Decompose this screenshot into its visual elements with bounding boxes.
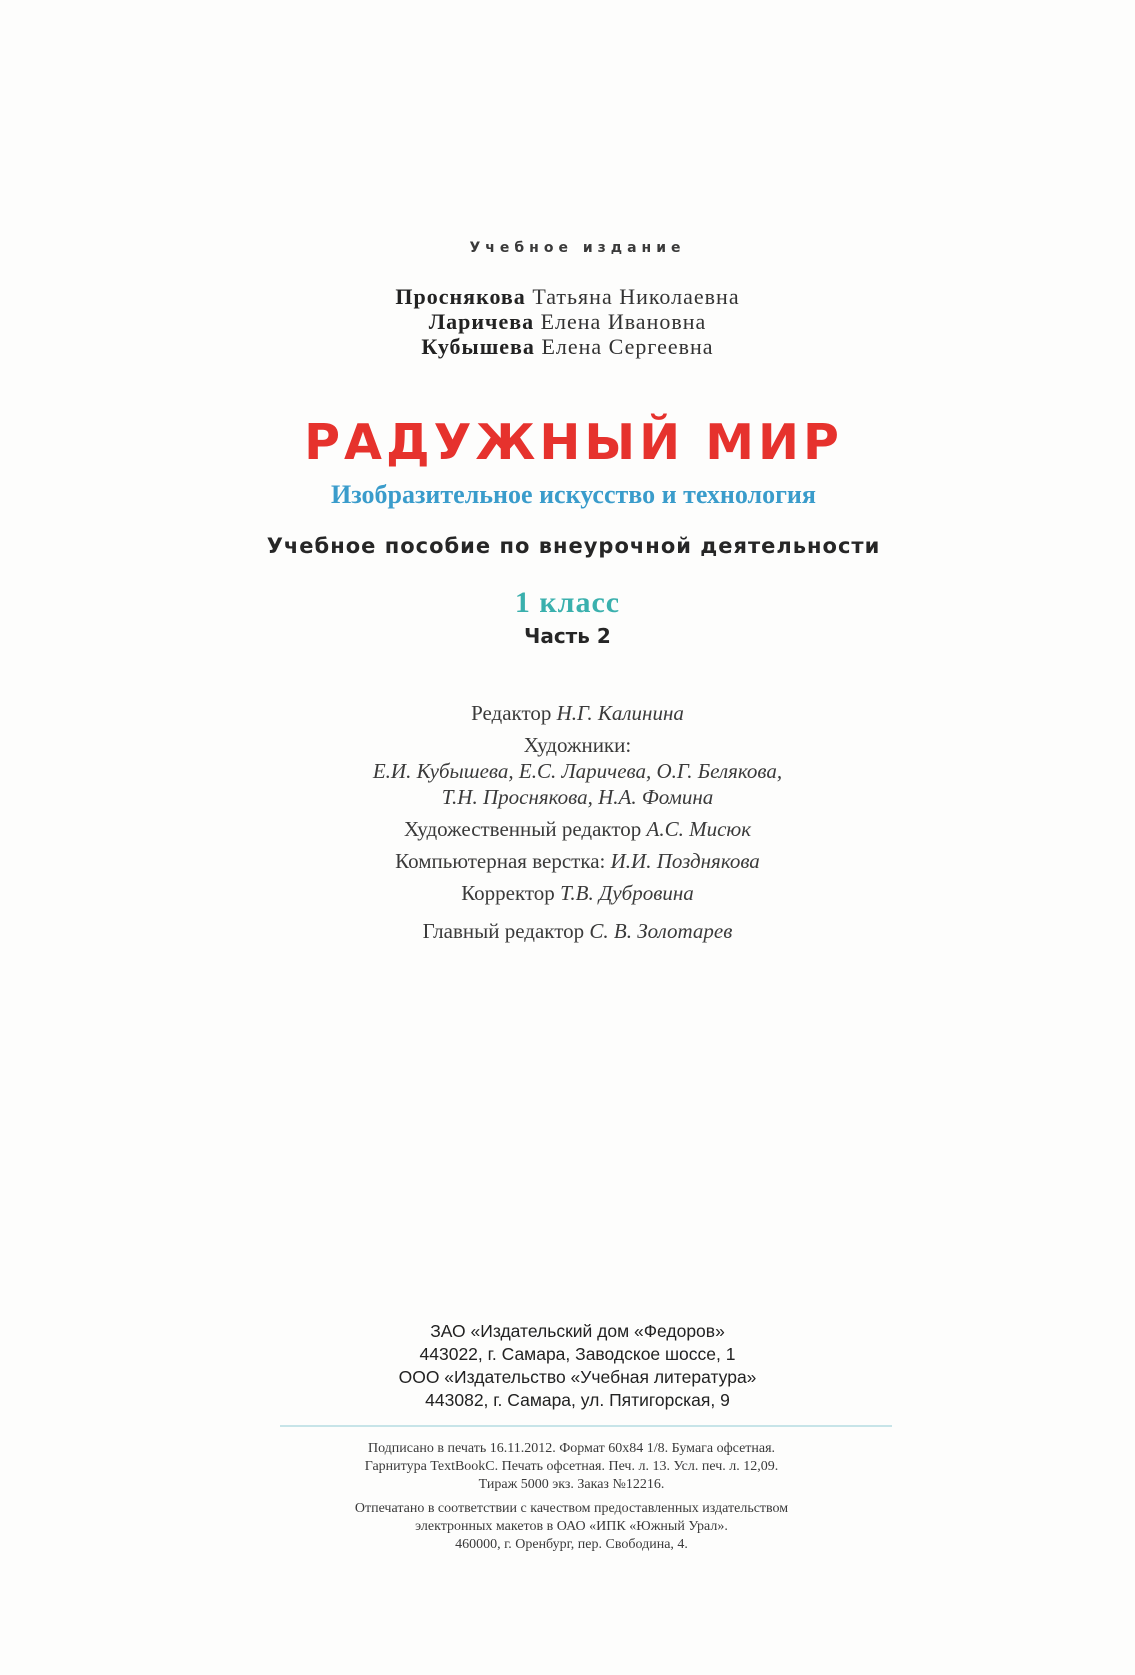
credit-person: С. В. Золотарев bbox=[589, 919, 733, 943]
publishers-block bbox=[10, 1320, 1135, 1412]
print-details-line: Отпечатано в соответствии с качеством предоставленных издательством bbox=[354, 1501, 789, 1516]
print-details-line: Тираж 5000 экз. Заказ №12216. bbox=[478, 1477, 665, 1492]
authors-block bbox=[0, 284, 1135, 359]
divider-rule bbox=[280, 1425, 892, 1427]
book-subtitle: Изобразительное искусство и технология bbox=[331, 480, 816, 509]
credit-person: Т.В. Дубровина bbox=[560, 881, 694, 905]
credit-artists-line: Т.Н. Проснякова, Н.А. Фомина bbox=[441, 785, 714, 809]
author-given-names: Елена Сергеевна bbox=[541, 334, 714, 359]
publisher-line: ЗАО «Издательский дом «Федоров» bbox=[430, 1321, 725, 1341]
credit-role: Компьютерная верстка: bbox=[395, 849, 606, 873]
book-tagline: Учебное пособие по внеурочной деятельности bbox=[266, 534, 881, 558]
author-row bbox=[0, 284, 1135, 309]
credit-role: Корректор bbox=[461, 881, 555, 905]
credit-proofreader bbox=[10, 880, 1135, 906]
credits-block bbox=[10, 700, 1135, 944]
credit-art-editor bbox=[10, 816, 1135, 842]
credit-person: Н.Г. Калинина bbox=[556, 701, 684, 725]
print-details-line: электронных макетов в ОАО «ИПК «Южный Урал». bbox=[415, 1519, 728, 1534]
author-surname: Проснякова bbox=[395, 284, 526, 309]
credit-person: И.И. Позднякова bbox=[610, 849, 760, 873]
credit-chief-editor bbox=[10, 918, 1135, 944]
part-label: Часть 2 bbox=[524, 624, 611, 648]
author-surname: Кубышева bbox=[421, 334, 535, 359]
credit-person: А.С. Мисюк bbox=[646, 817, 752, 841]
grade-label: 1 класс bbox=[514, 586, 621, 619]
author-row bbox=[0, 334, 1135, 359]
credit-role: Редактор bbox=[471, 701, 552, 725]
credit-layout bbox=[10, 848, 1135, 874]
credit-role: Художественный редактор bbox=[403, 817, 642, 841]
author-surname: Ларичева bbox=[428, 309, 535, 334]
author-row bbox=[0, 309, 1135, 334]
edition-type: Учебное издание bbox=[469, 240, 686, 256]
book-title: РАДУЖНЫЙ МИР bbox=[304, 414, 843, 471]
publisher-line: 443082, г. Самара, ул. Пятигорская, 9 bbox=[425, 1390, 730, 1410]
print-details-line: 460000, г. Оренбург, пер. Свободина, 4. bbox=[455, 1537, 688, 1552]
credit-role: Главный редактор bbox=[422, 919, 585, 943]
credit-artists-line: Е.И. Кубышева, Е.С. Ларичева, О.Г. Белякова, bbox=[372, 759, 783, 783]
author-given-names: Татьяна Николаевна bbox=[532, 284, 740, 309]
publisher-line: 443022, г. Самара, Заводское шоссе, 1 bbox=[419, 1344, 736, 1364]
print-details-line: Гарнитура TextBookC. Печать офсетная. Печ. л. 13. Усл. печ. л. 12,09. bbox=[364, 1459, 779, 1474]
author-given-names: Елена Ивановна bbox=[540, 309, 707, 334]
credit-artists-role: Художники: bbox=[523, 733, 632, 757]
print-details-block bbox=[4, 1440, 1135, 1554]
publisher-line: ООО «Издательство «Учебная литература» bbox=[398, 1367, 757, 1387]
credit-editor bbox=[10, 700, 1135, 726]
print-details-line: Подписано в печать 16.11.2012. Формат 60х84 1/8. Бумага офсетная. bbox=[367, 1441, 776, 1456]
